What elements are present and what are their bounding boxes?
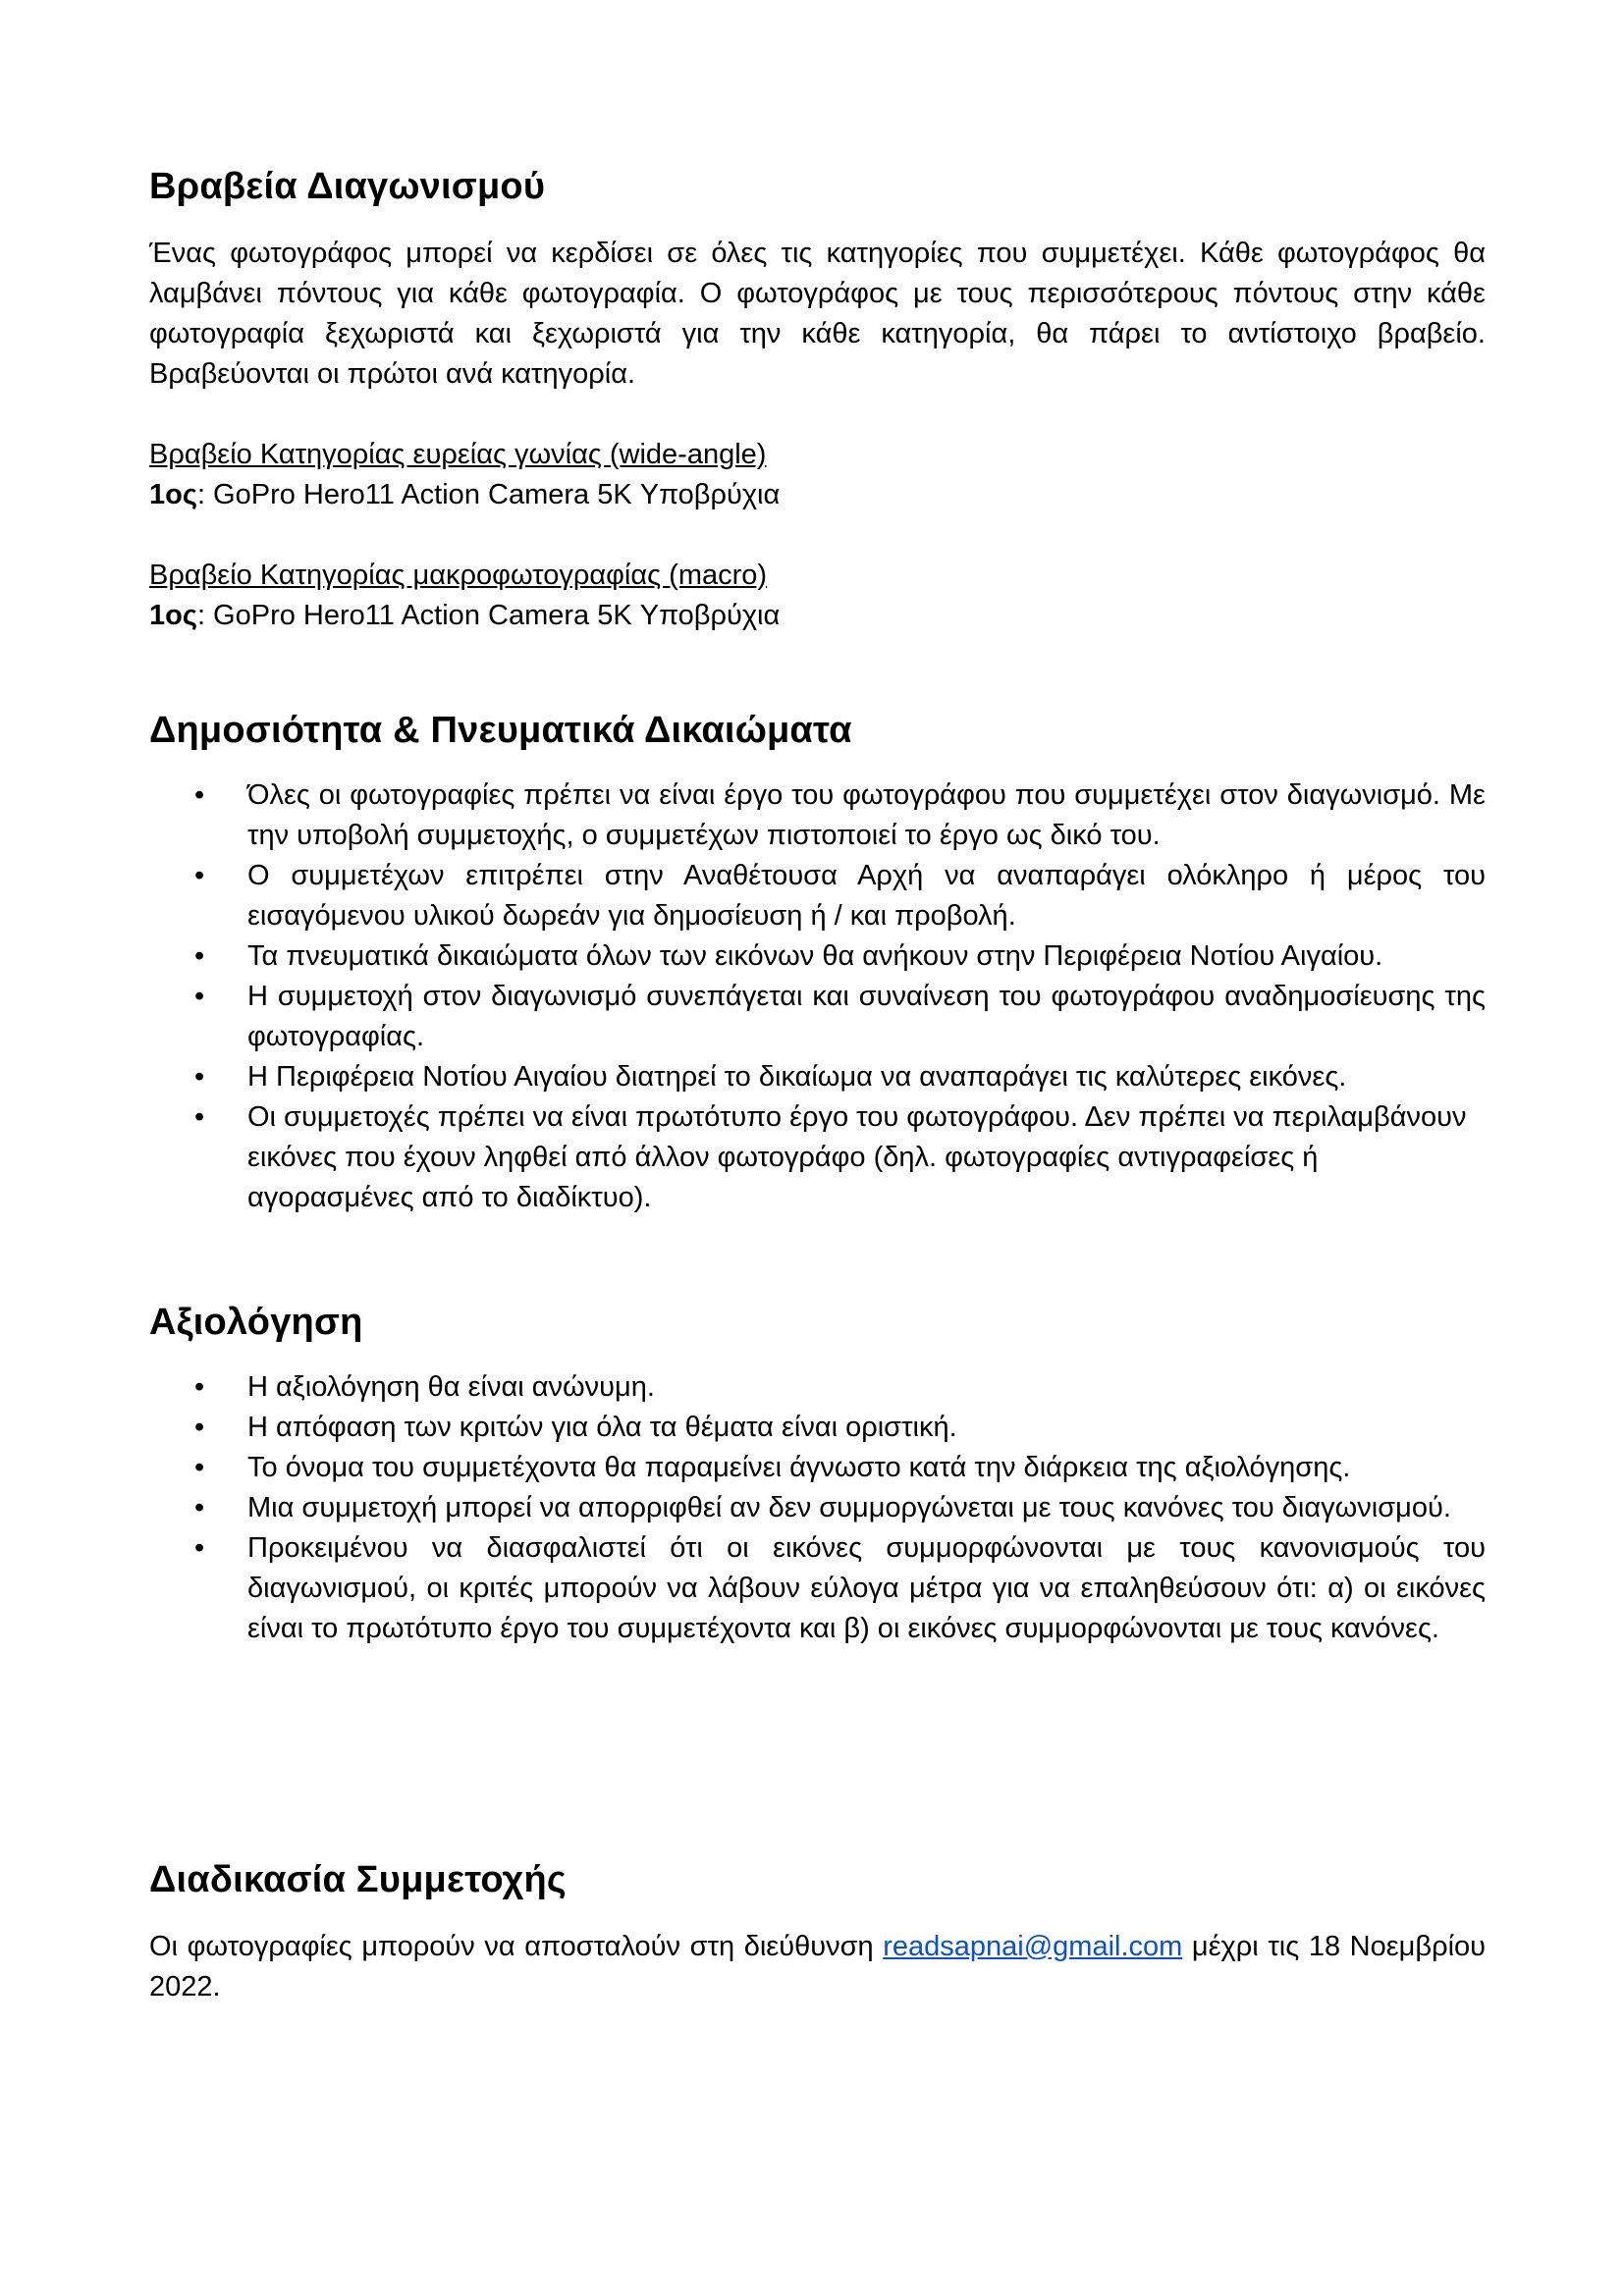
prizes-section — [149, 165, 1486, 636]
prize-line — [149, 475, 1486, 515]
bullet-icon: • — [194, 778, 205, 811]
prizes-intro: Ένας φωτογράφος μπορεί να κερδίσει σε όλες τις κατηγορίες που συμμετέχει. Κάθε φωτογράφος θα λαμβάνει πόντους για κάθε φωτογραφία. Ο φωτογράφος με τους περισσότερους πόντους στην κάθε φωτογραφία ξεχωριστά και ξεχωριστά για την κάθε κατηγορία, θα πάρει το αντίστοιχο βραβείο. Βραβεύονται οι πρώτοι ανά κατηγορία. — [149, 237, 1486, 390]
prize-category-title: Βραβείο Κατηγορίας μακροφωτογραφίας (macro) — [149, 559, 768, 591]
prize-description: : GoPro Hero11 Action Camera 5K Υποβρύχια — [196, 599, 781, 631]
rights-heading: Δημοσιότητα & Πνευματικά Δικαιώματα — [149, 710, 852, 751]
rights-list — [149, 775, 1486, 1218]
bullet-icon: • — [194, 1060, 205, 1093]
bullet-icon: • — [194, 1100, 205, 1133]
list-item: • Η αξιολόγηση θα είναι ανώνυμη. — [149, 1367, 1486, 1408]
bullet-icon: • — [194, 1491, 205, 1523]
list-item: • Μια συμμετοχή μπορεί να απορριφθεί αν δεν συμμοργώνεται με τους κανόνες του διαγωνισμού. — [149, 1488, 1486, 1528]
evaluation-heading: Αξιολόγηση — [149, 1302, 363, 1343]
bullet-icon: • — [194, 980, 205, 1012]
prize-category-title: Βραβείο Κατηγορίας ευρείας γωνίας (wide-angle) — [149, 438, 767, 470]
participation-text: Οι φωτογραφίες μπορούν να αποσταλούν στη διεύθυνση readsapnai@gmail.com μέχρι τις 18 Νοεμβρίου 2022. — [149, 1930, 1487, 2002]
prizes-heading: Βραβεία Διαγωνισμού — [149, 166, 546, 207]
bullet-icon: • — [194, 1451, 205, 1483]
bullet-icon: • — [194, 1411, 205, 1443]
rights-section — [149, 709, 1486, 1218]
list-item: • Ο συμμετέχων επιτρέπει στην Αναθέτουσα Αρχή να αναπαράγει ολόκληρο ή μέρος του εισαγόμενου υλικού δωρεάν για δημοσίευση ή / και προβολή. — [149, 856, 1486, 936]
prize-description: : GoPro Hero11 Action Camera 5K Υποβρύχια — [196, 478, 781, 510]
prize-category-wide-angle — [149, 435, 1486, 515]
participation-section — [149, 1858, 1486, 2007]
list-item: • Προκειμένου να διασφαλιστεί ότι οι εικόνες συμμορφώνονται με τους κανονισμούς του διαγωνισμού, οι κριτές μπορούν να λάβουν εύλογα μέτρα για να επαληθεύσουν ότι: α) οι εικόνες είναι το πρωτότυπο έργο του συμμετέχοντα και β) οι εικόνες συμμορφώνονται με τους κανόνες. — [149, 1528, 1486, 1649]
list-item: • Όλες οι φωτογραφίες πρέπει να είναι έργο του φωτογράφου που συμμετέχει στον διαγωνισμό. Με την υποβολή συμμετοχής, ο συμμετέχων πιστοποιεί το έργο ως δικό του. — [149, 775, 1486, 856]
prize-place: 1ος — [149, 599, 197, 631]
list-item: • Το όνομα του συμμετέχοντα θα παραμείνει άγνωστο κατά την διάρκεια της αξιολόγησης. — [149, 1448, 1486, 1488]
list-item: • Οι συμμετοχές πρέπει να είναι πρωτότυπο έργο του φωτογράφου. Δεν πρέπει να περιλαμβάνουν εικόνες που έχουν ληφθεί από άλλον φωτογράφο (δηλ. φωτογραφίες αντιγραφείσες ή αγορασμένες από το διαδίκτυο). — [149, 1097, 1486, 1218]
bullet-icon: • — [194, 859, 205, 891]
email-link[interactable]: readsapnai@gmail.com — [883, 1930, 1183, 1962]
list-item: • Η συμμετοχή στον διαγωνισμό συνεπάγεται και συναίνεση του φωτογράφου αναδημοσίευσης της φωτογραφίας. — [149, 977, 1486, 1057]
list-item: • Τα πνευματικά δικαιώματα όλων των εικόνων θα ανήκουν στην Περιφέρεια Νοτίου Αιγαίου. — [149, 936, 1486, 977]
bullet-icon: • — [194, 1370, 205, 1403]
evaluation-list — [149, 1367, 1486, 1649]
prize-place: 1ος — [149, 478, 197, 510]
prize-category-macro — [149, 556, 1486, 636]
prize-line — [149, 596, 1486, 636]
evaluation-section — [149, 1301, 1486, 1649]
bullet-icon: • — [194, 939, 205, 972]
list-item: • Η Περιφέρεια Νοτίου Αιγαίου διατηρεί το δικαίωμα να αναπαράγει τις καλύτερες εικόνες. — [149, 1057, 1486, 1097]
bullet-icon: • — [194, 1531, 205, 1564]
list-item: • Η απόφαση των κριτών για όλα τα θέματα είναι οριστική. — [149, 1408, 1486, 1448]
participation-heading: Διαδικασία Συμμετοχής — [149, 1859, 567, 1900]
